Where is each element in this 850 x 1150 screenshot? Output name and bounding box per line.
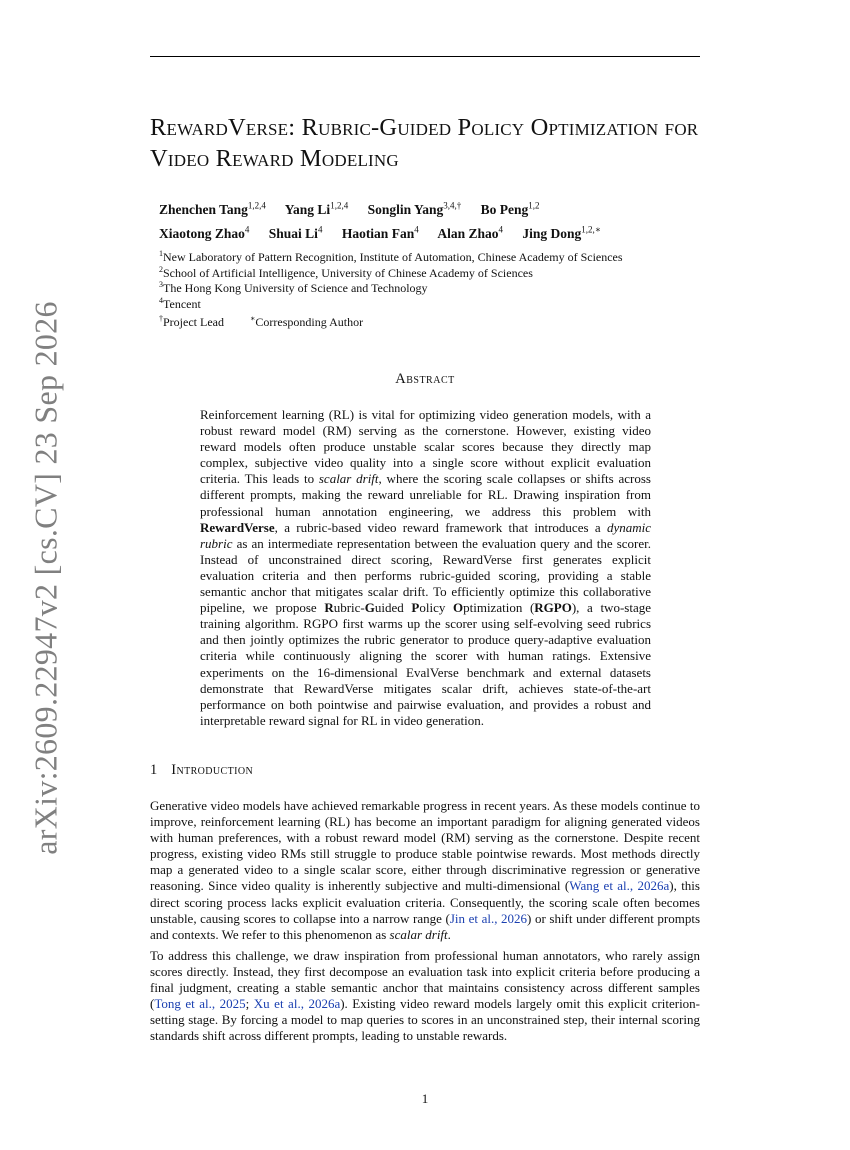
paragraph: To address this challenge, we draw inspiration from professional human annotators, who rarely assign scores directly. Instead, they first decompose an evaluation task into explicit criteria before producing a final judgment, creating a stable semantic anchor that maintains consistency across different samples (Tong et al., 2025; Xu et al., 2026a). Existing video reward models largely omit this explicit criterion-setting stage. By forcing a model to map queries to scores in an unconstrained step, their internal scoring standards shift across different prompts, leading to unstable rewards. bbox=[150, 947, 701, 1044]
top-rule bbox=[150, 56, 700, 57]
arxiv-stamp: arXiv:2609.22947v2 [cs.CV] 23 Sep 2026 bbox=[27, 301, 64, 855]
affiliation: $^2$School of Artificial Intelligence, University of Chinese Academy of Sciences bbox=[159, 264, 533, 280]
section-heading: 1 Introduction bbox=[150, 762, 254, 778]
author: Xiaotong Zhao$^4$ bbox=[159, 224, 250, 241]
author: Shuai Li$^4$ bbox=[268, 224, 323, 241]
citation-link[interactable]: Xu et al., 2026a bbox=[253, 996, 341, 1012]
affiliation-list bbox=[159, 246, 719, 311]
affiliation: $^3$The Hong Kong University of Science and Technology bbox=[159, 280, 428, 295]
author: Jing Dong$^{1,2,∗}$ bbox=[522, 224, 601, 241]
project-lead-note: Project Lead bbox=[163, 315, 224, 329]
author-list bbox=[159, 193, 719, 241]
citation-link[interactable]: Tong et al., 2025 bbox=[154, 996, 246, 1012]
author: Yang Li$^{1,2,4}$ bbox=[284, 200, 349, 217]
author-notes: †Project Lead ∗Corresponding Author bbox=[159, 314, 364, 329]
page-number: 1 bbox=[421, 1091, 429, 1106]
corresponding-author-note: Corresponding Author bbox=[255, 315, 364, 329]
paragraph: Generative video models have achieved remarkable progress in recent years. As these models continue to improve, reinforcement learning (RL) has become an important paradigm for aligning generated videos with human preferences, with a robust reward model (RM) serving as the cornerstone. Despite recent progress, existing video RMs still struggle to produce stable pointwise rewards. Most methods directly map a generated video to a single scalar score, either through discriminative regression or generative reasoning. Since video quality is inherently subjective and multi-dimensional (Wang et al., 2026a), this direct scoring process lacks explicit evaluation criteria. Consequently, the scoring scale often becomes unstable, causing scores to collapse into a narrow range (Jin et al., 2026) or shift under different prompts and contexts. We refer to this phenomenon as scalar drift. bbox=[150, 798, 701, 942]
author: Zhenchen Tang$^{1,2,4}$ bbox=[159, 200, 266, 217]
affiliation: $^1$New Laboratory of Pattern Recognition, Institute of Automation, Chinese Academy of Sciences bbox=[159, 249, 623, 264]
author: Haotian Fan$^4$ bbox=[341, 224, 419, 241]
affiliation: $^4$Tencent bbox=[159, 295, 201, 311]
author: Alan Zhao$^4$ bbox=[437, 224, 503, 241]
abstract-heading: Abstract bbox=[395, 371, 455, 387]
author: Songlin Yang$^{3,4,\dagger}$ bbox=[367, 200, 462, 217]
author: Bo Peng$^{1,2}$ bbox=[480, 200, 540, 217]
paper-title: RewardVerse: Rubric-Guided Policy Optimization for Video Reward Modeling bbox=[150, 114, 699, 172]
author-row-2 bbox=[159, 217, 719, 241]
author-row-1 bbox=[159, 193, 719, 217]
body-text bbox=[150, 798, 700, 1049]
citation-link[interactable]: Jin et al., 2026 bbox=[449, 910, 528, 926]
citation-link[interactable]: Wang et al., 2026a bbox=[569, 878, 670, 894]
abstract-text: Reinforcement learning (RL) is vital for optimizing video generation models, with a robust reward model (RM) serving as the cornerstone. However, existing video reward models often produce unstable scalar scores because they directly map complex, subjective video quality into a single score without explicit evaluation criteria. This leads to scalar drift, where the scoring scale collapses or shifts across different prompts, making the reward unreliable for RL. Drawing inspiration from professional human annotation engineering, we address this problem with RewardVerse, a rubric-based video reward framework that introduces a dynamic rubric as an intermediate representation between the evaluation query and the scorer. Instead of unconstrained direct scoring, RewardVerse first generates explicit evaluation criteria and then performs rubric-guided scoring, providing a stable semantic anchor that mitigates scalar drift. To efficiently optimize this collaborative pipeline, we propose Rubric-Guided Policy Optimization (RGPO), a two-stage training algorithm. RGPO first warms up the scorer using self-evolving seed rubrics and then jointly optimizes the rubric generator to produce query-adaptive evaluation criteria while continuously aligning the scorer with human ratings. Extensive experiments on the 16-dimensional EvalVerse benchmark and external datasets demonstrate that RewardVerse mitigates scalar drift, achieves state-of-the-art performance on both pointwise and pairwise evaluation, and provides a robust and interpretable reward signal for RL in video generation. bbox=[200, 407, 651, 728]
